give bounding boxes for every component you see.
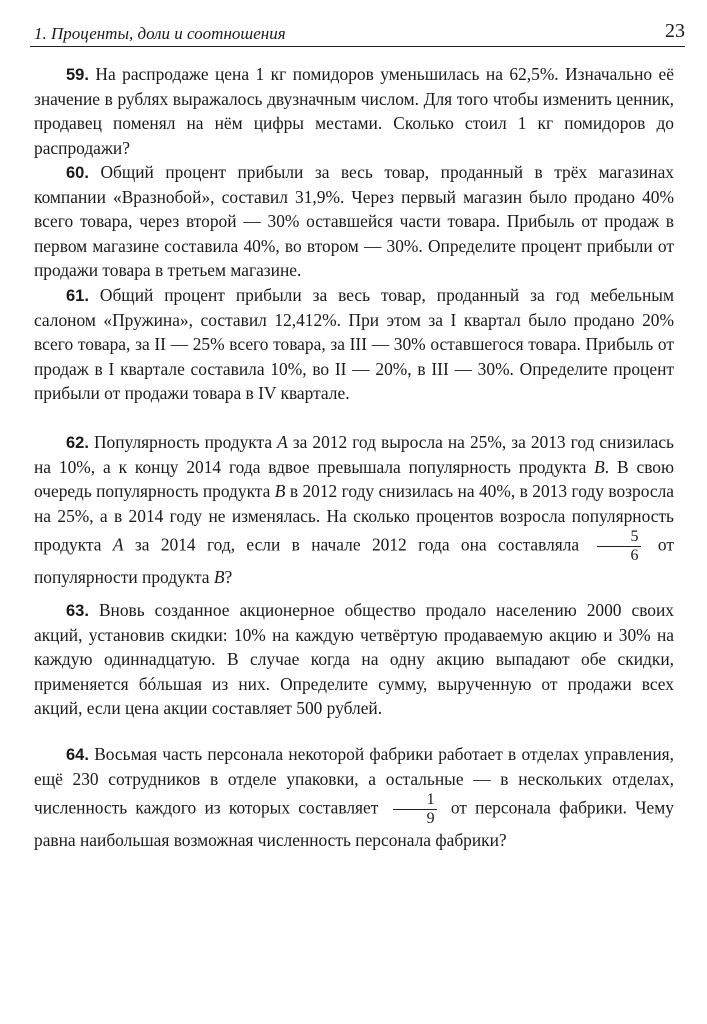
problem-text: в 2012 году снизилась на 40%, в 2013 году возросла на 25%, а в 2014 году не изменялась. На сколько процентов возросла популярность продукта <box>34 481 674 555</box>
problem-text: Общий процент прибыли за весь товар, проданный за год мебельным салоном «Пружина», составил 12,412%. При этом за I квартал было продано 20% всего товара, за II — 25% всего товара, за III — 30% оставшегося товара. Прибыль от продаж в I квартале составила 10%, во II — 20%, в III — 30%. Определите процент прибыли от продажи товара в IV квартале. <box>34 285 674 403</box>
problem-64 <box>34 742 674 853</box>
problem-text: Общий процент прибыли за весь товар, проданный в трёх магазинах компании «Вразнобой», составил 31,9%. Через первый магазин было продано 40% всего товара, через второй — 30% оставшейся части товара. Прибыль от продаж в первом магазине составила 40%, во втором — 30%. Определите процент прибыли от продажи товара в третьем магазине. <box>34 162 674 280</box>
problem-text: от персонала фабрики. Чему равна наибольшая возможная численность персонала фабрики? <box>34 797 674 851</box>
problem-number: 62. <box>66 434 89 452</box>
page-header <box>30 20 685 47</box>
problem-text: . В свою очередь популярность продукта <box>34 457 674 502</box>
problem-number: 64. <box>66 746 89 764</box>
fraction <box>393 791 437 828</box>
variable-b: B <box>213 566 225 587</box>
problem-text: за 2014 год, если в начале 2012 года она составляла <box>134 534 580 555</box>
problem-62 <box>34 430 674 589</box>
problem-number: 63. <box>66 602 89 620</box>
variable-b: B <box>274 481 286 502</box>
problem-text: Популярность продукта <box>93 432 273 452</box>
variable-b: B <box>594 457 605 478</box>
variable-a: A <box>112 534 124 555</box>
problem-number: 60. <box>66 164 89 182</box>
fraction-numerator: 1 <box>393 791 437 810</box>
problem-61 <box>34 283 674 405</box>
problem-text: за 2012 год выросла на 25%, за 2013 год снизилась на 10%, а к концу 2014 года вдвое превышала популярность продукта <box>34 432 674 478</box>
problem-63 <box>34 598 674 720</box>
problem-text: Вновь созданное акционерное общество продало населению 2000 своих акций, установив скидки: 10% на каждую четвёртую продаваемую акцию и 30% на каждую одиннадцатую. В случае когда на одну акцию выпадают обе скидки, применяется бóльшая из них. Определите сумму, вырученную от продажи всех акций, если цена акции составляет 500 рублей. <box>34 600 674 718</box>
problem-59 <box>34 62 674 160</box>
problem-text: от популярности продукта <box>34 534 674 587</box>
fraction <box>597 528 641 565</box>
problem-number: 61. <box>66 287 89 305</box>
problem-text: Восьмая часть персонала некоторой фабрики работает в отделах управления, ещё 230 сотрудников в отделе упаковки, а остальные — в нескольких отделах, численность каждого из которых составляет <box>34 744 674 818</box>
problem-text: ? <box>224 566 233 587</box>
problem-text: На распродаже цена 1 кг помидоров уменьшилась на 62,5%. Изначально её значение в рублях выражалось двузначным числом. Для того чтобы изменить ценник, продавец поменял на нём цифры местами. Сколько стоил 1 кг помидоров до распродажи? <box>34 64 674 158</box>
page-number: 23 <box>665 20 685 42</box>
variable-a: A <box>277 432 288 452</box>
chapter-title: 1. Проценты, доли и соотношения <box>34 24 286 43</box>
problem-number: 59. <box>66 66 89 84</box>
fraction-denominator: 9 <box>426 810 435 828</box>
problem-60 <box>34 160 674 282</box>
fraction-numerator: 5 <box>597 528 641 547</box>
fraction-denominator: 6 <box>630 546 639 564</box>
